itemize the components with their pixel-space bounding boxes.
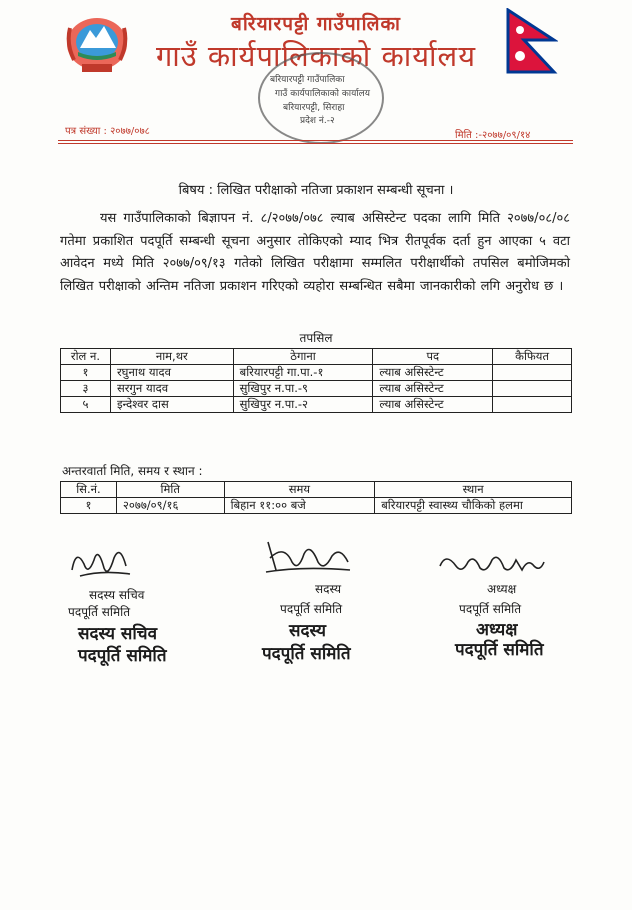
subject-line: बिषय : लिखित परीक्षाको नतिजा प्रकाशन सम्बन्धी सूचना । [178, 183, 454, 198]
table-row [61, 381, 572, 397]
candidate-name: रघुनाथ यादव [110, 365, 233, 381]
roll-number: १ [61, 365, 111, 381]
table-row [61, 498, 572, 514]
header-divider [58, 143, 573, 144]
signatory-role: अध्यक्ष [487, 582, 517, 596]
column-header: रोल न. [61, 349, 111, 365]
signature-chairperson [436, 548, 546, 578]
column-header: स्थान [375, 482, 572, 498]
letter-date: मिति :-२०७७/०९/१४ [455, 130, 531, 141]
header-divider [58, 140, 573, 141]
table-header-row [61, 349, 572, 365]
remarks [493, 397, 572, 413]
signatory-stamp-committee: पदपूर्ति समिति [262, 644, 351, 664]
candidate-name: सरगुन यादव [110, 381, 233, 397]
signature-member-secretary [66, 540, 136, 585]
column-header: नाम,थर [110, 349, 233, 365]
stamp-text: प्रदेश नं.-२ [300, 116, 335, 126]
candidate-address: सुखिपुर न.पा.-२ [233, 397, 373, 413]
notice-body: यस गाउँपालिकाको बिज्ञापन नं. ८/२०७७/०७८ ल्याब असिस्टेन्ट पदका लागि मिति २०७७/०८/०८ गतेमा प्रकाशित पदपूर्ति सम्बन्धी सूचना अनुसार तोकिएको म्याद भित्र रीतपूर्वक दर्ता हुन आएका ५ वटा आवेदन मध्ये मिति २०७७/०९/१३ गतेको लिखित परीक्षामा सम्मलित परीक्षार्थीको तपसिल बमोजिमको लिखित परीक्षाको अन्तिम नतिजा प्रकाशन गरिएको व्यहोरा सम्बन्धित सबैमा जानकारीको लगि अनुरोध छ । [60, 211, 570, 294]
stamp-text: गाउँ कार्यपालिकाको कार्यालय [275, 89, 370, 99]
post: ल्याब असिस्टेन्ट [373, 397, 493, 413]
candidate-address: बरियारपट्टी गा.पा.-१ [233, 365, 373, 381]
signatory-stamp-committee: पदपूर्ति समिति [78, 646, 167, 666]
remarks [493, 381, 572, 397]
signatory-stamp-committee: पदपूर्ति समिति [455, 640, 544, 660]
post: ल्याब असिस्टेन्ट [373, 381, 493, 397]
org-name: बरियारपट्टी गाउँपालिका [231, 13, 401, 35]
signature-member [262, 532, 352, 577]
table-row [61, 365, 572, 381]
stamp-text: बरियारपट्टी गाउँपालिका [270, 75, 345, 85]
serial-number: १ [61, 498, 117, 514]
candidate-address: सुखिपुर न.पा.-९ [233, 381, 373, 397]
signatory-committee: पदपूर्ति समिति [68, 605, 131, 619]
signatory-committee: पदपूर्ति समिति [280, 602, 343, 616]
results-table [60, 348, 572, 413]
signatory-stamp-role: सदस्य [289, 621, 326, 641]
remarks [493, 365, 572, 381]
column-header: मिति [116, 482, 224, 498]
interview-date: २०७७/०९/१६ [116, 498, 224, 514]
table-header-row [61, 482, 572, 498]
signatory-role: सदस्य [315, 582, 342, 596]
interview-table [60, 481, 572, 514]
stamp-text: बरियारपट्टी, सिराहा [283, 103, 345, 113]
signatory-stamp-role: सदस्य सचिव [78, 624, 158, 644]
column-header: पद [373, 349, 493, 365]
column-header: समय [224, 482, 375, 498]
column-header: सि.नं. [61, 482, 117, 498]
candidate-name: इन्देश्वर दास [110, 397, 233, 413]
roll-number: ३ [61, 381, 111, 397]
reference-number: पत्र संख्या : २०७७/०७८ [65, 126, 150, 137]
signatory-stamp-role: अध्यक्ष [476, 620, 518, 640]
post: ल्याब असिस्टेन्ट [373, 365, 493, 381]
column-header: ठेगाना [233, 349, 373, 365]
details-title: तपसिल [299, 331, 333, 345]
signatory-role: सदस्य सचिव [89, 588, 145, 602]
column-header: कैफियत [493, 349, 572, 365]
roll-number: ५ [61, 397, 111, 413]
interview-venue: बरियारपट्टी स्वास्थ्य चौकिको हलमा [375, 498, 572, 514]
table-row [61, 397, 572, 413]
interview-heading: अन्तरवार्ता मिति, समय र स्थान : [62, 464, 203, 478]
interview-time: बिहान ११:०० बजे [224, 498, 375, 514]
signatory-committee: पदपूर्ति समिति [459, 602, 522, 616]
office-name: गाउँ कार्यपालिकाको कार्यालय [155, 39, 477, 73]
